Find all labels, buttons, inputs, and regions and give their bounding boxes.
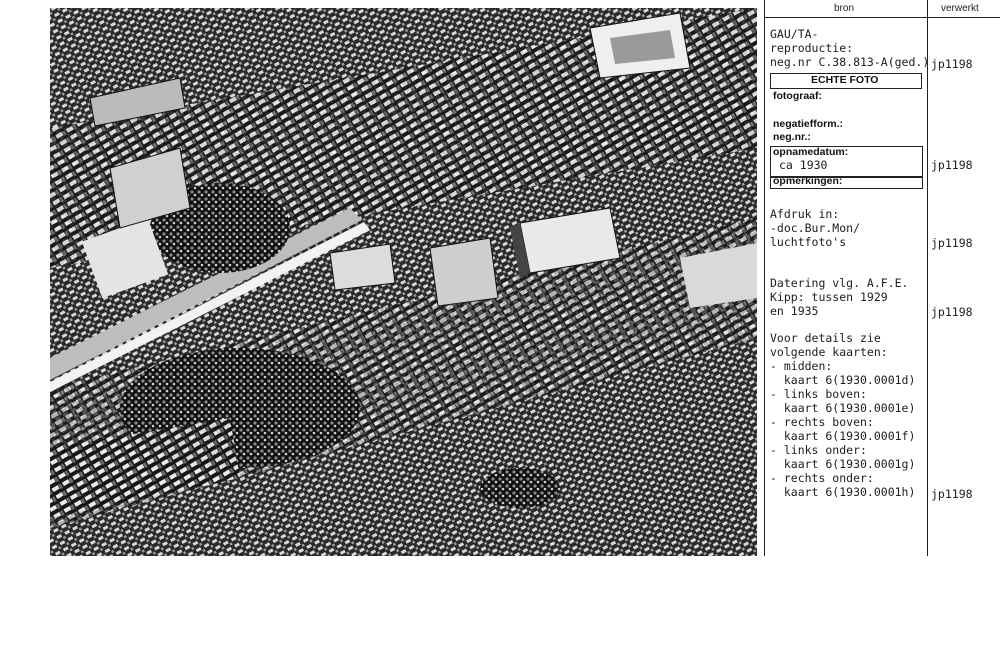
details-line-6: kaart 6(1930.0001e): [770, 401, 916, 415]
aerial-photo-image: [50, 8, 757, 556]
details-line-7: - rechts boven:: [770, 415, 874, 429]
card-left-border: [764, 0, 765, 556]
field-opmerkingen: opmerkingen:: [773, 175, 843, 187]
card-column-divider: [927, 0, 928, 556]
header-bron: bron: [834, 3, 855, 14]
opnamedatum-value: ca 1930: [779, 158, 828, 172]
details-line-11: - rechts onder:: [770, 471, 874, 485]
details-line-5: - links boven:: [770, 387, 867, 401]
header-verwerkt: verwerkt: [941, 3, 979, 14]
field-fotograaf: fotograaf:: [773, 90, 822, 102]
aerial-photo: [50, 8, 757, 556]
details-line-12: kaart 6(1930.0001h): [770, 485, 916, 499]
details-line-8: kaart 6(1930.0001f): [770, 429, 916, 443]
details-line-10: kaart 6(1930.0001g): [770, 457, 916, 471]
verwerkt-mark-1: jp1198: [931, 57, 973, 71]
afdruk-line-3: luchtfoto's: [770, 235, 847, 249]
details-line-1: Voor details zie: [770, 331, 881, 345]
echte-foto-label: ECHTE FOTO: [811, 74, 879, 86]
datering-line-1: Datering vlg. A.F.E.: [770, 276, 909, 290]
verwerkt-mark-4: jp1198: [931, 305, 973, 319]
datering-line-2: Kipp: tussen 1929: [770, 290, 888, 304]
details-line-3: - midden:: [770, 359, 833, 373]
details-line-4: kaart 6(1930.0001d): [770, 373, 916, 387]
datering-line-3: en 1935: [770, 304, 819, 318]
verwerkt-mark-2: jp1198: [931, 158, 973, 172]
verwerkt-mark-5: jp1198: [931, 487, 973, 501]
afdruk-line-1: Afdruk in:: [770, 207, 840, 221]
details-line-9: - links onder:: [770, 443, 867, 457]
source-line-3: neg.nr C.38.813-A(ged.): [770, 55, 930, 69]
source-line-1: GAU/TA-: [770, 27, 819, 41]
card-header-divider: [764, 17, 1000, 18]
field-negnr: neg.nr.:: [773, 131, 811, 143]
afdruk-line-2: -doc.Bur.Mon/: [770, 221, 861, 235]
field-opnamedatum: opnamedatum:: [773, 146, 849, 158]
details-line-2: volgende kaarten:: [770, 345, 888, 359]
source-line-2: reproductie:: [770, 41, 854, 55]
verwerkt-mark-3: jp1198: [931, 236, 973, 250]
field-negatiefform: negatiefform.:: [773, 118, 844, 130]
